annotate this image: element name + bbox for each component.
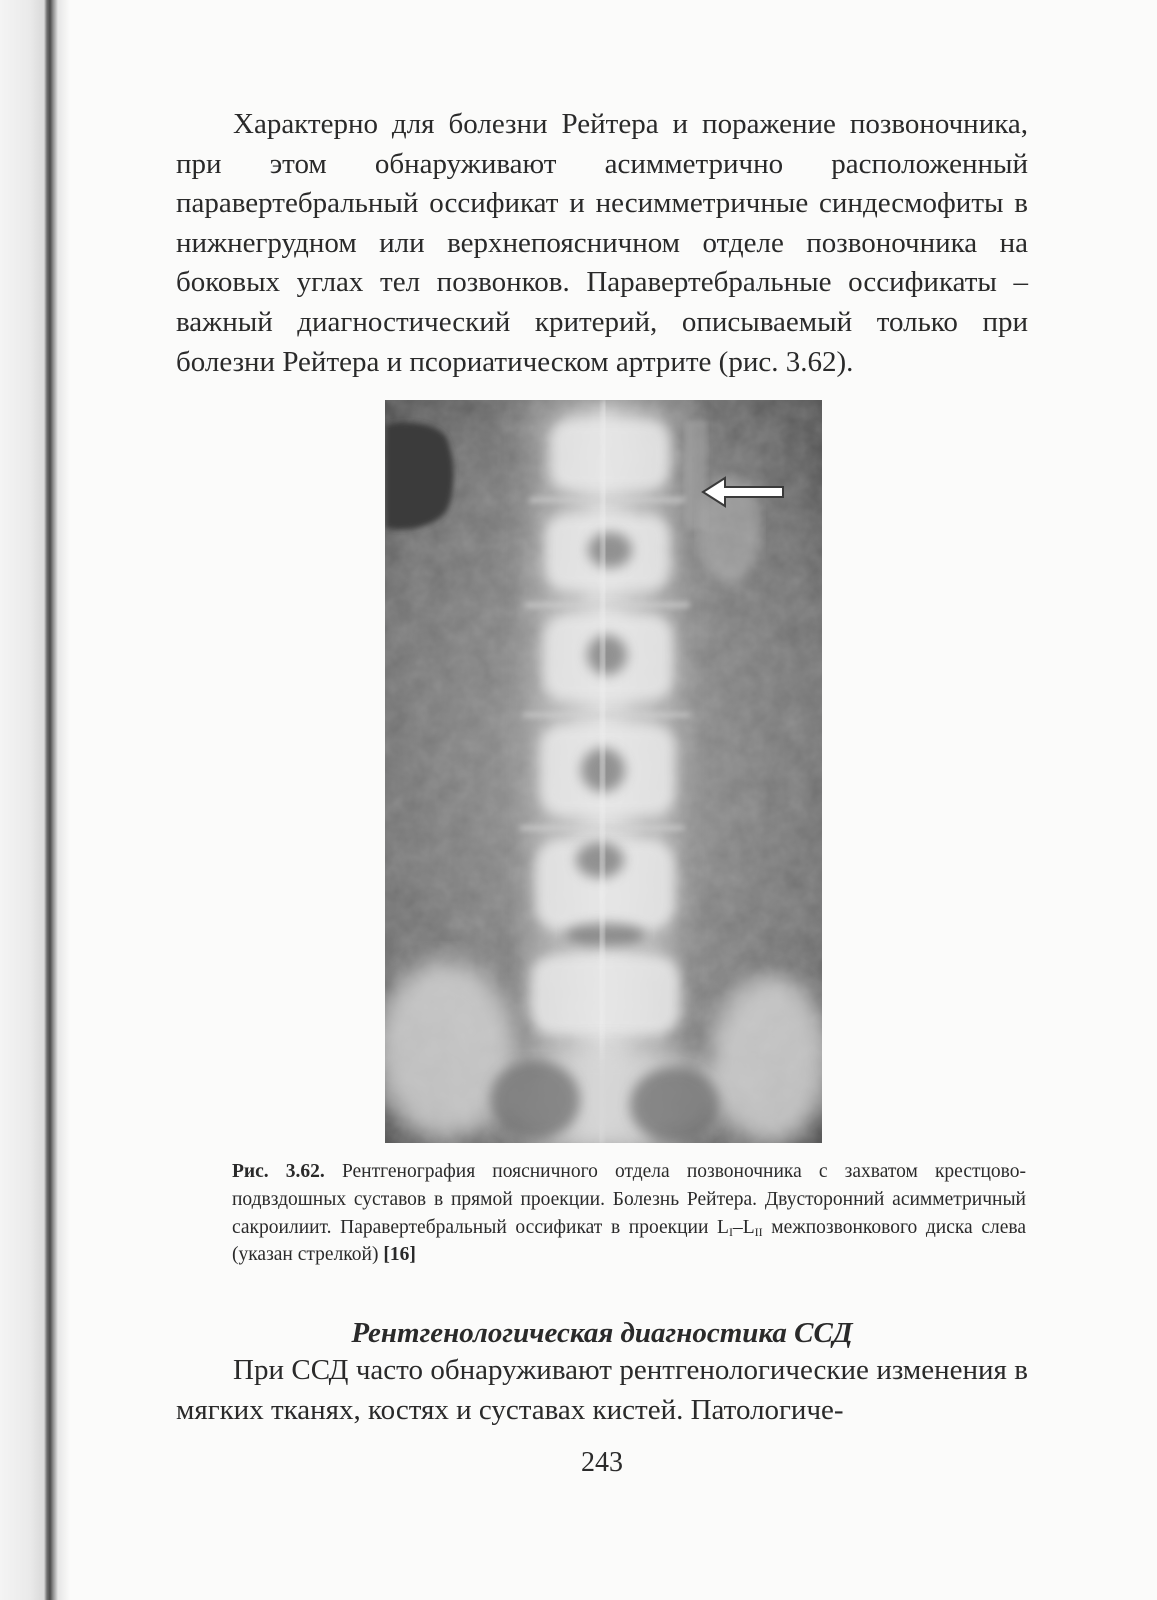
xray-image <box>385 400 822 1143</box>
caption-text-1: Рентгенография поясничного отдела позвоночника с захватом крестцово-подвздошных суставов в прямой проекции. Болезнь Рейтера. Двусторонний асимметричный сакроилиит. Паравертебральный оссификат в проекции L <box>232 1161 1026 1238</box>
figure-caption <box>232 1158 1026 1269</box>
page-binding-shadow <box>0 0 70 1600</box>
body-paragraph-1: Характерно для болезни Рейтера и поражение позвоночника, при этом обнаруживают асимметрично расположенный паравертебральный оссификат и несимметричные синдесмофиты в нижнегрудном или верхнепоясничном отделе позвоночника на боковых углах тел позвонков. Паравертебральные оссификаты – важный диагностический критерий, описываемый только при болезни Рейтера и псориатическом артрите (рис. 3.62). <box>176 108 1028 378</box>
caption-subscript-2: II <box>754 1224 763 1239</box>
figure-xray <box>385 400 822 1143</box>
caption-text-2: межпозвонкового диска слева (указан стрелкой) <box>232 1216 1026 1266</box>
section-heading: Рентгенологическая диагностика ССД <box>351 1317 853 1349</box>
page-number: 243 <box>581 1447 623 1478</box>
figure-label: Рис. 3.62. <box>232 1161 325 1182</box>
body-paragraph-2: При ССД часто обнаруживают рентгенологические изменения в мягких тканях, костях и суставах кистей. Патологиче- <box>176 1354 1028 1426</box>
caption-dash: –L <box>732 1216 755 1238</box>
citation-ref: [16] <box>383 1244 416 1266</box>
caption-subscript-1: I <box>728 1224 733 1239</box>
